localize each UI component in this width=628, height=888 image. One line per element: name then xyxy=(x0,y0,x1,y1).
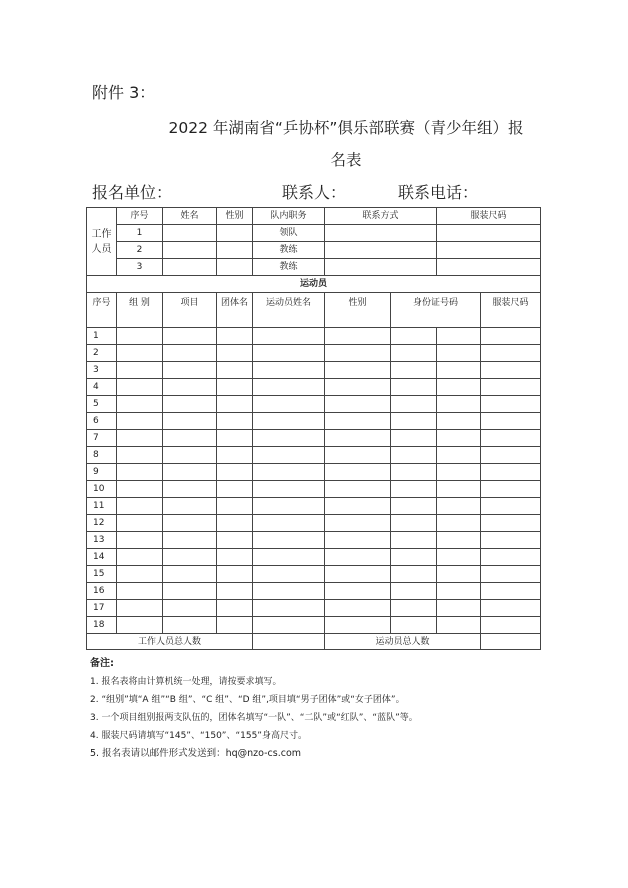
athlete-row xyxy=(87,379,541,396)
athlete-size-cell[interactable] xyxy=(481,481,541,498)
athlete-id-cell-b[interactable] xyxy=(437,430,481,447)
athlete-row xyxy=(87,498,541,515)
staff-size-cell[interactable] xyxy=(437,242,541,259)
athlete-name-cell[interactable] xyxy=(253,498,325,515)
athlete-row-no: 10 xyxy=(87,481,117,498)
athlete-team-cell[interactable] xyxy=(217,447,253,464)
athlete-size-cell[interactable] xyxy=(481,600,541,617)
athlete-size-cell[interactable] xyxy=(481,447,541,464)
athlete-group-cell[interactable] xyxy=(117,413,163,430)
staff-gender-cell[interactable] xyxy=(217,242,253,259)
athlete-row xyxy=(87,413,541,430)
staff-col-role: 队内职务 xyxy=(253,208,325,225)
athlete-id-cell-a[interactable] xyxy=(391,498,437,515)
athlete-event-cell[interactable] xyxy=(163,345,217,362)
athlete-size-cell[interactable] xyxy=(481,566,541,583)
athlete-row-no: 16 xyxy=(87,583,117,600)
totals-row xyxy=(87,634,541,650)
athlete-name-cell[interactable] xyxy=(253,379,325,396)
athlete-event-cell[interactable] xyxy=(163,515,217,532)
athlete-gender-cell[interactable] xyxy=(325,498,391,515)
athlete-id-cell-b[interactable] xyxy=(437,362,481,379)
athlete-event-cell[interactable] xyxy=(163,447,217,464)
athlete-name-cell[interactable] xyxy=(253,549,325,566)
athlete-event-cell[interactable] xyxy=(163,362,217,379)
athlete-id-cell-a[interactable] xyxy=(391,549,437,566)
athlete-id-cell-a[interactable] xyxy=(391,413,437,430)
athlete-id-cell-b[interactable] xyxy=(437,617,481,634)
athlete-gender-cell[interactable] xyxy=(325,379,391,396)
athlete-name-cell[interactable] xyxy=(253,396,325,413)
contact-phone-label: 联系电话： xyxy=(398,183,479,202)
athlete-size-cell[interactable] xyxy=(481,617,541,634)
athlete-gender-cell[interactable] xyxy=(325,515,391,532)
athlete-group-cell[interactable] xyxy=(117,498,163,515)
athlete-event-cell[interactable] xyxy=(163,481,217,498)
athlete-id-cell-a[interactable] xyxy=(391,617,437,634)
athlete-row-no: 4 xyxy=(87,379,117,396)
athlete-team-cell[interactable] xyxy=(217,549,253,566)
staff-gender-cell[interactable] xyxy=(217,225,253,242)
athlete-event-cell[interactable] xyxy=(163,396,217,413)
athlete-event-cell[interactable] xyxy=(163,549,217,566)
staff-col-contact: 联系方式 xyxy=(325,208,437,225)
athlete-event-cell[interactable] xyxy=(163,532,217,549)
athlete-size-cell[interactable] xyxy=(481,515,541,532)
athlete-team-cell[interactable] xyxy=(217,345,253,362)
athlete-group-cell[interactable] xyxy=(117,617,163,634)
staff-row xyxy=(87,242,541,259)
athlete-col-team: 团体名 xyxy=(217,293,253,328)
staff-name-cell[interactable] xyxy=(163,259,217,276)
athlete-id-cell-a[interactable] xyxy=(391,600,437,617)
athlete-row-no: 18 xyxy=(87,617,117,634)
form-title-line1: 2022 年湖南省“乒协杯”俱乐部联赛（青少年组）报 xyxy=(168,119,524,137)
athlete-group-cell[interactable] xyxy=(117,600,163,617)
athlete-row xyxy=(87,464,541,481)
athlete-id-cell-b[interactable] xyxy=(437,328,481,345)
athlete-group-cell[interactable] xyxy=(117,583,163,600)
athlete-group-cell[interactable] xyxy=(117,515,163,532)
athlete-id-cell-a[interactable] xyxy=(391,328,437,345)
athlete-team-cell[interactable] xyxy=(217,328,253,345)
athlete-group-cell[interactable] xyxy=(117,328,163,345)
athlete-row xyxy=(87,430,541,447)
athlete-col-event: 项目 xyxy=(163,293,217,328)
staff-total-cell[interactable] xyxy=(253,634,325,650)
athlete-gender-cell[interactable] xyxy=(325,345,391,362)
staff-role: 教练 xyxy=(253,242,325,259)
registration-unit-label: 报名单位： xyxy=(92,183,173,202)
staff-contact-cell[interactable] xyxy=(325,259,437,276)
athlete-row-no: 13 xyxy=(87,532,117,549)
athlete-name-cell[interactable] xyxy=(253,566,325,583)
athlete-row-no: 5 xyxy=(87,396,117,413)
athlete-row-no: 1 xyxy=(87,328,117,345)
athlete-group-cell[interactable] xyxy=(117,362,163,379)
note-item: 3. 一个项目组别报两支队伍的，团体名填写“一队”、“二队”或“红队”、“蓝队”等。 xyxy=(90,713,418,723)
athlete-team-cell[interactable] xyxy=(217,362,253,379)
athlete-col-id: 身份证号码 xyxy=(391,293,481,328)
athlete-gender-cell[interactable] xyxy=(325,583,391,600)
athlete-group-cell[interactable] xyxy=(117,345,163,362)
athlete-event-cell[interactable] xyxy=(163,413,217,430)
athlete-team-cell[interactable] xyxy=(217,600,253,617)
athlete-total-cell[interactable] xyxy=(481,634,541,650)
athlete-name-cell[interactable] xyxy=(253,600,325,617)
staff-size-cell[interactable] xyxy=(437,225,541,242)
athlete-row-no: 11 xyxy=(87,498,117,515)
athlete-id-cell-a[interactable] xyxy=(391,447,437,464)
athlete-size-cell[interactable] xyxy=(481,498,541,515)
athlete-gender-cell[interactable] xyxy=(325,617,391,634)
athlete-id-cell-b[interactable] xyxy=(437,447,481,464)
athlete-id-cell-b[interactable] xyxy=(437,345,481,362)
athlete-size-cell[interactable] xyxy=(481,362,541,379)
staff-total-label: 工作人员总人数 xyxy=(87,634,253,650)
athlete-team-cell[interactable] xyxy=(217,413,253,430)
athlete-gender-cell[interactable] xyxy=(325,600,391,617)
athlete-group-cell[interactable] xyxy=(117,379,163,396)
athlete-rows xyxy=(87,328,541,634)
note-item: 4. 服装尺码请填写“145”、“150”、“155”身高尺寸。 xyxy=(90,731,307,741)
athlete-name-cell[interactable] xyxy=(253,413,325,430)
staff-col-size: 服装尺码 xyxy=(437,208,541,225)
athlete-name-cell[interactable] xyxy=(253,532,325,549)
athlete-group-cell[interactable] xyxy=(117,549,163,566)
staff-side-label: 工作人员 xyxy=(87,208,117,276)
athlete-row xyxy=(87,447,541,464)
athlete-id-cell-a[interactable] xyxy=(391,583,437,600)
athlete-id-cell-b[interactable] xyxy=(437,396,481,413)
attachment-label: 附件 3： xyxy=(92,83,156,102)
athlete-event-cell[interactable] xyxy=(163,464,217,481)
athlete-size-cell[interactable] xyxy=(481,328,541,345)
staff-contact-cell[interactable] xyxy=(325,225,437,242)
athlete-gender-cell[interactable] xyxy=(325,464,391,481)
athlete-id-cell-b[interactable] xyxy=(437,515,481,532)
athlete-id-cell-a[interactable] xyxy=(391,430,437,447)
athlete-section-title: 运动员 xyxy=(87,276,541,293)
athlete-team-cell[interactable] xyxy=(217,481,253,498)
athlete-group-cell[interactable] xyxy=(117,396,163,413)
form-title-line2: 名表 xyxy=(330,151,362,169)
athlete-size-cell[interactable] xyxy=(481,464,541,481)
athlete-gender-cell[interactable] xyxy=(325,447,391,464)
athlete-row xyxy=(87,396,541,413)
athlete-name-cell[interactable] xyxy=(253,583,325,600)
athlete-row xyxy=(87,328,541,345)
athlete-event-cell[interactable] xyxy=(163,617,217,634)
athlete-row xyxy=(87,600,541,617)
athlete-col-name: 运动员姓名 xyxy=(253,293,325,328)
staff-contact-cell[interactable] xyxy=(325,242,437,259)
staff-col-no: 序号 xyxy=(117,208,163,225)
athlete-event-cell[interactable] xyxy=(163,583,217,600)
athlete-row-no: 8 xyxy=(87,447,117,464)
athlete-gender-cell[interactable] xyxy=(325,328,391,345)
athlete-group-cell[interactable] xyxy=(117,532,163,549)
athlete-row xyxy=(87,532,541,549)
note-item-email: 5. 报名表请以邮件形式发送到：hq@nzo-cs.com xyxy=(90,748,302,759)
athlete-id-cell-b[interactable] xyxy=(437,413,481,430)
athlete-id-cell-b[interactable] xyxy=(437,498,481,515)
athlete-size-cell[interactable] xyxy=(481,379,541,396)
athlete-header-row xyxy=(87,293,541,328)
athlete-team-cell[interactable] xyxy=(217,515,253,532)
athlete-col-group: 组 别 xyxy=(117,293,163,328)
athlete-name-cell[interactable] xyxy=(253,481,325,498)
athlete-team-cell[interactable] xyxy=(217,583,253,600)
athlete-event-cell[interactable] xyxy=(163,498,217,515)
athlete-row xyxy=(87,481,541,498)
athlete-size-cell[interactable] xyxy=(481,549,541,566)
athlete-team-cell[interactable] xyxy=(217,617,253,634)
athlete-id-cell-a[interactable] xyxy=(391,532,437,549)
athlete-id-cell-a[interactable] xyxy=(391,566,437,583)
staff-size-cell[interactable] xyxy=(437,259,541,276)
athlete-row xyxy=(87,362,541,379)
athlete-name-cell[interactable] xyxy=(253,345,325,362)
athlete-gender-cell[interactable] xyxy=(325,413,391,430)
athlete-name-cell[interactable] xyxy=(253,447,325,464)
athlete-size-cell[interactable] xyxy=(481,396,541,413)
athlete-id-cell-a[interactable] xyxy=(391,396,437,413)
note-item: 1. 报名表将由计算机统一处理，请按要求填写。 xyxy=(90,677,282,687)
athlete-total-label: 运动员总人数 xyxy=(325,634,481,650)
athlete-event-cell[interactable] xyxy=(163,379,217,396)
staff-col-name: 姓名 xyxy=(163,208,217,225)
athlete-col-no: 序号 xyxy=(87,293,117,328)
athlete-id-cell-a[interactable] xyxy=(391,464,437,481)
athlete-event-cell[interactable] xyxy=(163,600,217,617)
athlete-id-cell-a[interactable] xyxy=(391,362,437,379)
athlete-section-row xyxy=(87,276,541,293)
athlete-team-cell[interactable] xyxy=(217,396,253,413)
notes-section xyxy=(90,655,418,763)
staff-row xyxy=(87,259,541,276)
staff-row-no: 2 xyxy=(117,242,163,259)
athlete-row xyxy=(87,345,541,362)
athlete-id-cell-b[interactable] xyxy=(437,583,481,600)
athlete-gender-cell[interactable] xyxy=(325,430,391,447)
athlete-row-no: 7 xyxy=(87,430,117,447)
athlete-row-no: 2 xyxy=(87,345,117,362)
staff-row xyxy=(87,225,541,242)
athlete-col-gender: 性别 xyxy=(325,293,391,328)
athlete-row-no: 17 xyxy=(87,600,117,617)
athlete-event-cell[interactable] xyxy=(163,566,217,583)
athlete-id-cell-b[interactable] xyxy=(437,549,481,566)
athlete-row-no: 9 xyxy=(87,464,117,481)
athlete-group-cell[interactable] xyxy=(117,464,163,481)
athlete-row xyxy=(87,515,541,532)
note-item: 2. “组别”填“A 组”“B 组”、“C 组”、“D 组”,项目填“男子团体”或“女子团体”。 xyxy=(90,695,405,705)
athlete-id-cell-b[interactable] xyxy=(437,379,481,396)
athlete-id-cell-b[interactable] xyxy=(437,600,481,617)
staff-col-gender: 性别 xyxy=(217,208,253,225)
athlete-row-no: 3 xyxy=(87,362,117,379)
athlete-row-no: 12 xyxy=(87,515,117,532)
athlete-name-cell[interactable] xyxy=(253,328,325,345)
athlete-name-cell[interactable] xyxy=(253,362,325,379)
athlete-team-cell[interactable] xyxy=(217,464,253,481)
athlete-size-cell[interactable] xyxy=(481,532,541,549)
athlete-size-cell[interactable] xyxy=(481,430,541,447)
athlete-name-cell[interactable] xyxy=(253,430,325,447)
athlete-row xyxy=(87,583,541,600)
athlete-team-cell[interactable] xyxy=(217,379,253,396)
athlete-id-cell-a[interactable] xyxy=(391,481,437,498)
athlete-id-cell-a[interactable] xyxy=(391,515,437,532)
staff-gender-cell[interactable] xyxy=(217,259,253,276)
athlete-row-no: 6 xyxy=(87,413,117,430)
staff-name-cell[interactable] xyxy=(163,225,217,242)
athlete-size-cell[interactable] xyxy=(481,413,541,430)
staff-row-no: 1 xyxy=(117,225,163,242)
athlete-group-cell[interactable] xyxy=(117,566,163,583)
athlete-event-cell[interactable] xyxy=(163,328,217,345)
notes-title: 备注: xyxy=(90,658,114,669)
athlete-id-cell-b[interactable] xyxy=(437,481,481,498)
staff-role: 教练 xyxy=(253,259,325,276)
athlete-gender-cell[interactable] xyxy=(325,549,391,566)
athlete-size-cell[interactable] xyxy=(481,583,541,600)
athlete-event-cell[interactable] xyxy=(163,430,217,447)
athlete-row-no: 14 xyxy=(87,549,117,566)
athlete-id-cell-b[interactable] xyxy=(437,464,481,481)
athlete-group-cell[interactable] xyxy=(117,447,163,464)
athlete-col-size: 服装尺码 xyxy=(481,293,541,328)
athlete-gender-cell[interactable] xyxy=(325,532,391,549)
athlete-name-cell[interactable] xyxy=(253,464,325,481)
staff-name-cell[interactable] xyxy=(163,242,217,259)
athlete-row-no: 15 xyxy=(87,566,117,583)
staff-row-no: 3 xyxy=(117,259,163,276)
athlete-id-cell-b[interactable] xyxy=(437,532,481,549)
athlete-row xyxy=(87,566,541,583)
athlete-gender-cell[interactable] xyxy=(325,481,391,498)
athlete-size-cell[interactable] xyxy=(481,345,541,362)
athlete-name-cell[interactable] xyxy=(253,515,325,532)
athlete-team-cell[interactable] xyxy=(217,532,253,549)
athlete-name-cell[interactable] xyxy=(253,617,325,634)
contact-person-label: 联系人： xyxy=(282,183,347,202)
athlete-group-cell[interactable] xyxy=(117,481,163,498)
athlete-id-cell-b[interactable] xyxy=(437,566,481,583)
staff-header-row xyxy=(87,208,541,225)
athlete-team-cell[interactable] xyxy=(217,566,253,583)
athlete-gender-cell[interactable] xyxy=(325,566,391,583)
athlete-id-cell-a[interactable] xyxy=(391,345,437,362)
athlete-id-cell-a[interactable] xyxy=(391,379,437,396)
athlete-group-cell[interactable] xyxy=(117,430,163,447)
athlete-team-cell[interactable] xyxy=(217,430,253,447)
athlete-row xyxy=(87,617,541,634)
athlete-team-cell[interactable] xyxy=(217,498,253,515)
athlete-gender-cell[interactable] xyxy=(325,362,391,379)
staff-role: 领队 xyxy=(253,225,325,242)
athlete-row xyxy=(87,549,541,566)
registration-table xyxy=(86,207,541,650)
athlete-gender-cell[interactable] xyxy=(325,396,391,413)
